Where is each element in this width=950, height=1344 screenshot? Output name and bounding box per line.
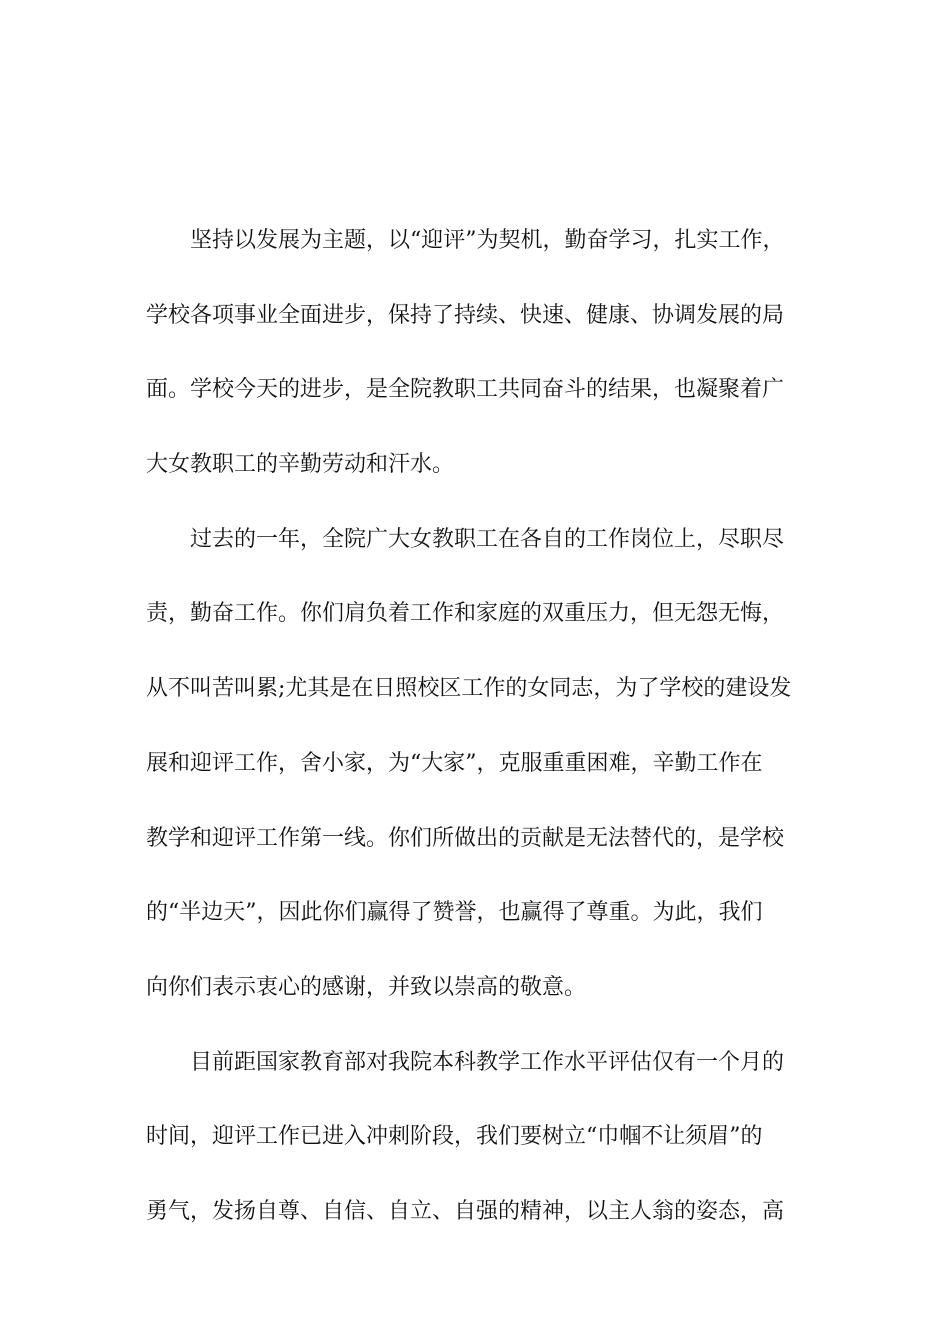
paragraph-2 [146, 503, 810, 1026]
paragraph-1 [146, 204, 810, 503]
document-body [146, 204, 810, 1250]
text-line: 展和迎评工作，舍小家，为“大家”，克服重重困难，辛勤工作在 [146, 750, 763, 776]
text-line: 学校各项事业全面进步，保持了持续、快速、健康、协调发展的局 [146, 302, 785, 328]
text-line: 大女教职工的辛勤劳动和汗水。 [146, 452, 455, 478]
text-line: 时间，迎评工作已进入冲刺阶段，我们要树立“巾帼不让须眉”的 [146, 1124, 763, 1150]
text-line: 面。学校今天的进步，是全院教职工共同奋斗的结果，也凝聚着广 [146, 377, 785, 403]
text-line: 过去的一年，全院广大女教职工在各自的工作岗位上，尽职尽 [190, 526, 785, 552]
text-line: 勇气，发扬自尊、自信、自立、自强的精神，以主人翁的姿态，高 [146, 1198, 785, 1224]
text-line: 目前距国家教育部对我院本科教学工作水平评估仅有一个月的 [190, 1049, 785, 1075]
text-line: 向你们表示衷心的感谢，并致以崇高的敬意。 [146, 974, 587, 1000]
text-line: 责，勤奋工作。你们肩负着工作和家庭的双重压力，但无怨无悔， [146, 601, 785, 627]
text-line: 坚持以发展为主题，以“迎评”为契机，勤奋学习，扎实工作， [190, 228, 785, 253]
text-line: 从不叫苦叫累;尤其是在日照校区工作的女同志，为了学校的建设发 [146, 676, 792, 702]
text-line: 的“半边天”，因此你们赢得了赞誉，也赢得了尊重。为此，我们 [146, 900, 763, 926]
text-line: 教学和迎评工作第一线。你们所做出的贡献是无法替代的，是学校 [146, 825, 785, 851]
paragraph-3 [146, 1026, 810, 1250]
